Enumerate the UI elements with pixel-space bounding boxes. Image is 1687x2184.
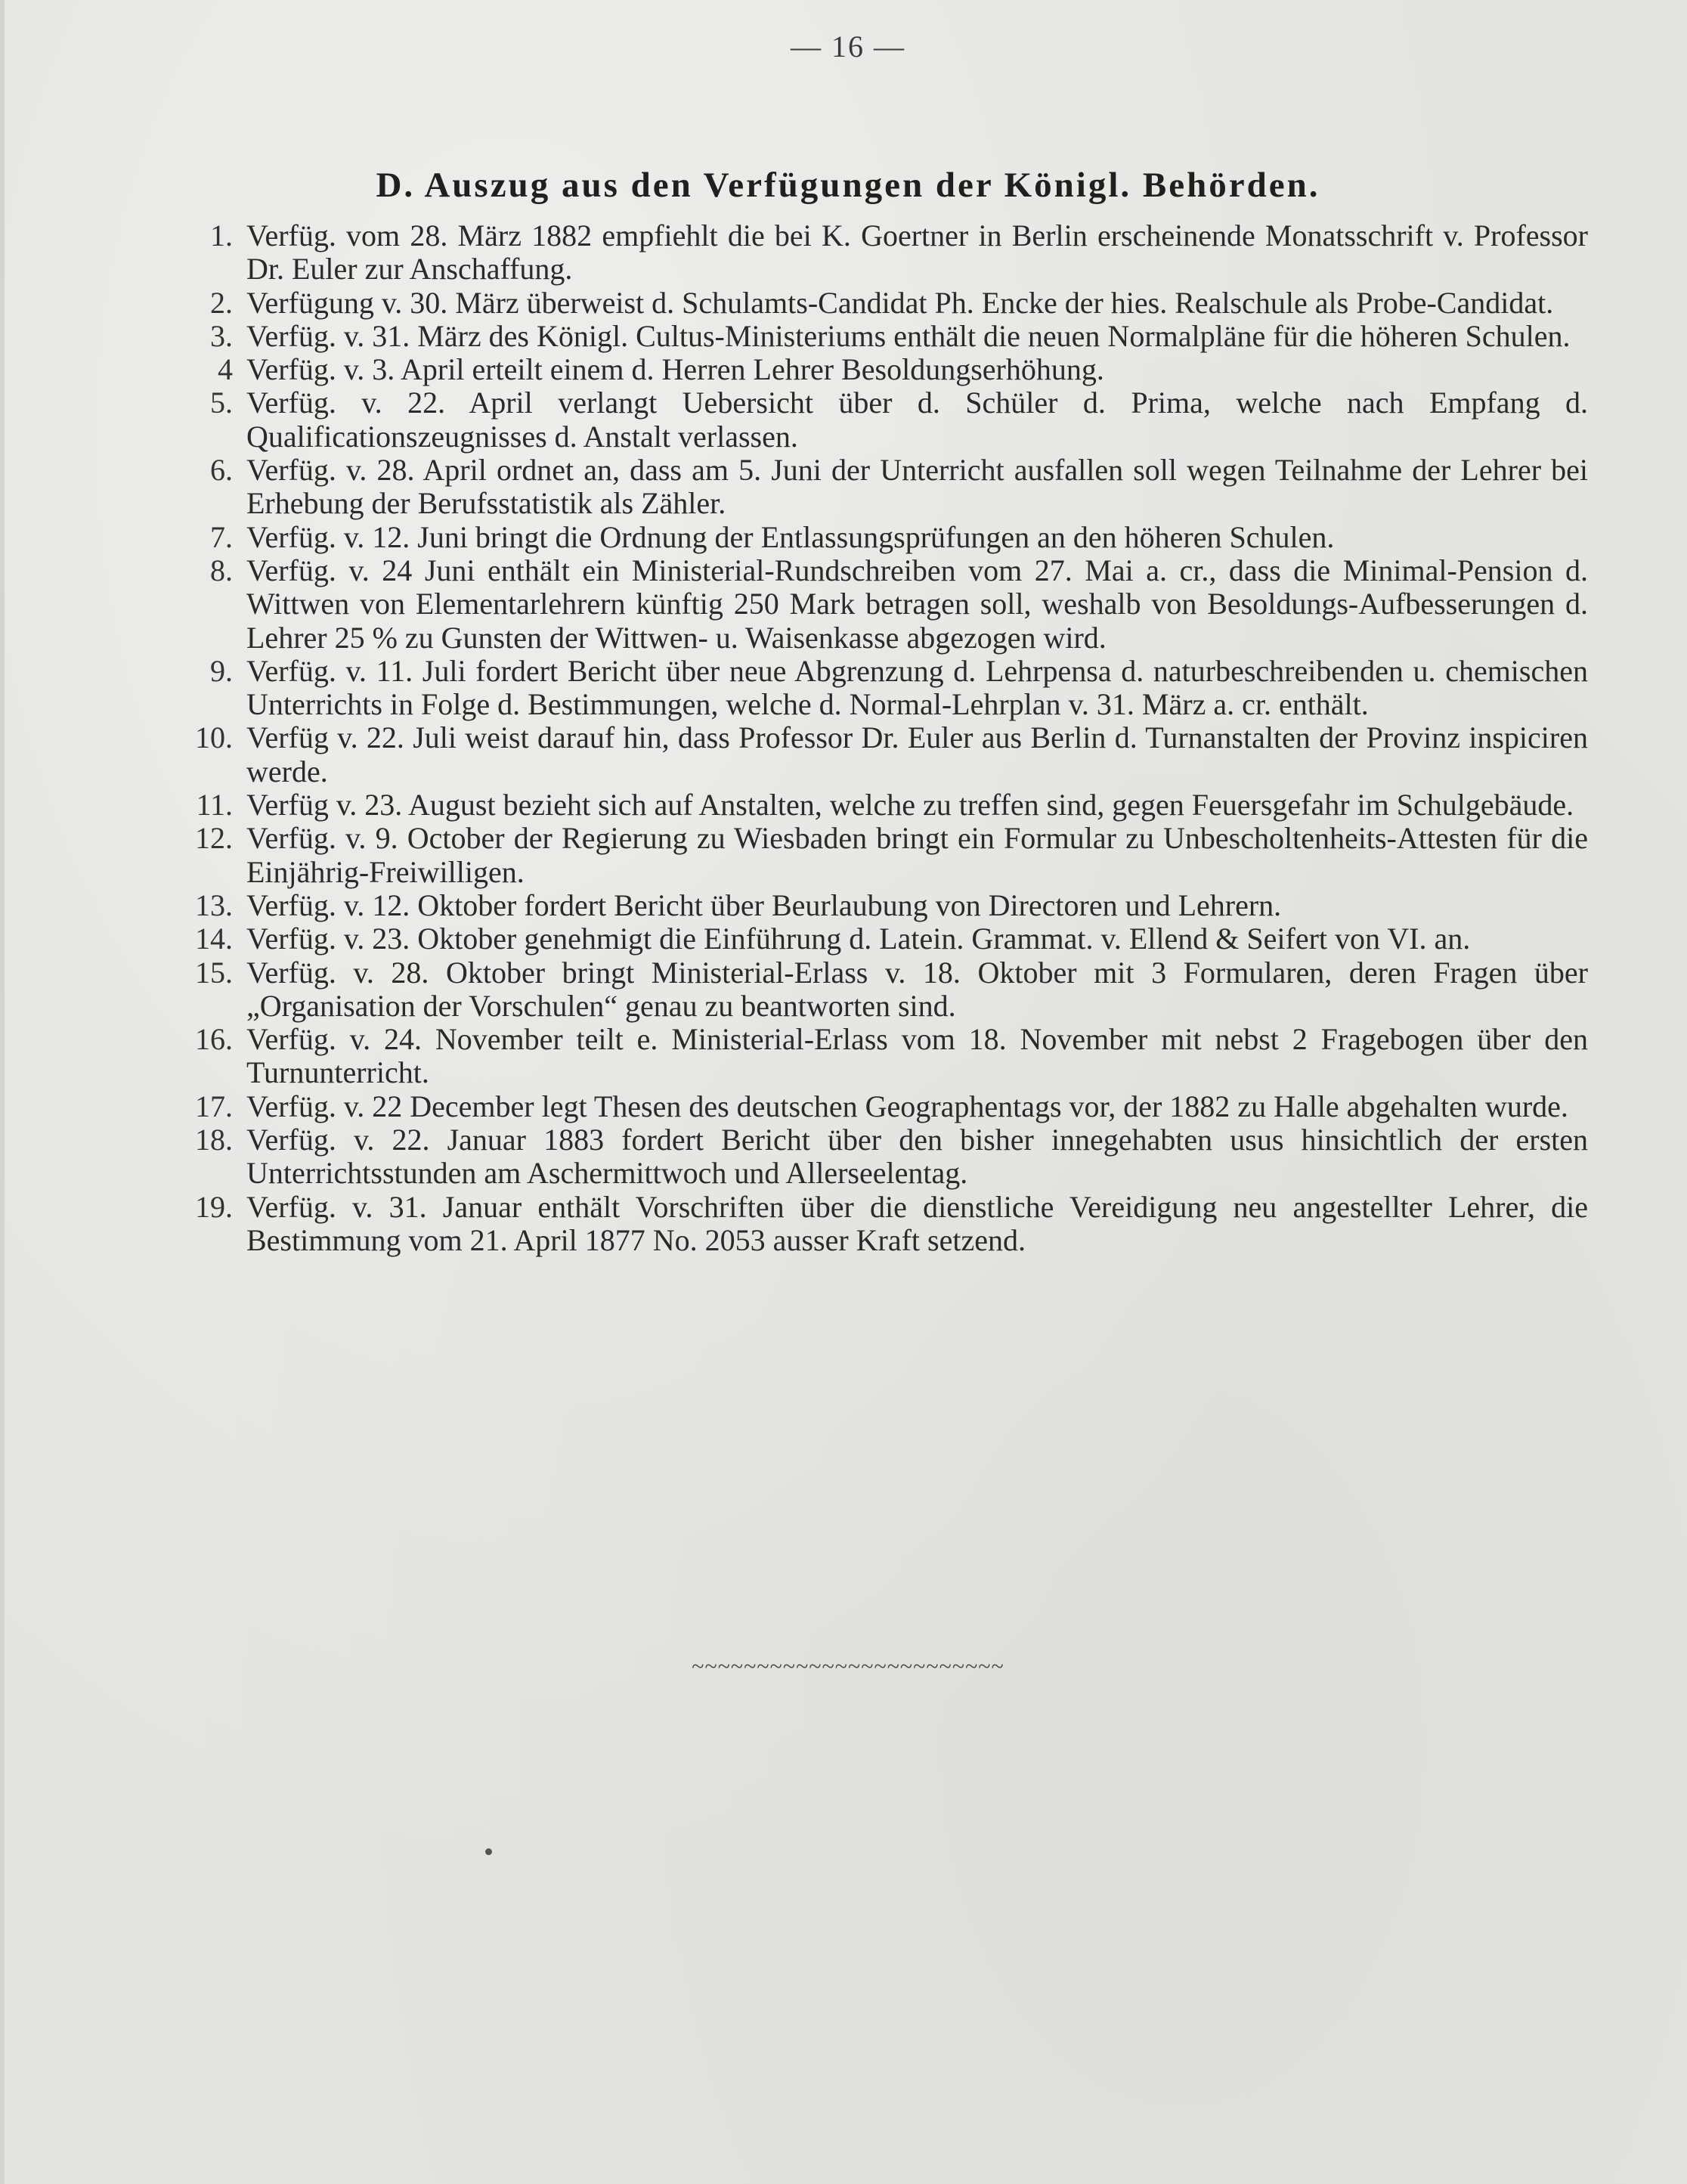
- list-item: [186, 554, 1588, 655]
- entry-number: 2.: [210, 285, 233, 320]
- entry-text: Verfüg. v. 23. Oktober genehmigt die Einführung d. Latein. Grammat. v. Ellend & Seifert von VI. an.: [246, 922, 1471, 956]
- entry-number: 15.: [195, 955, 233, 990]
- page-number: — 16 —: [791, 29, 905, 64]
- entry-text: Verfüg v. 22. Juli weist darauf hin, dass Professor Dr. Euler aus Berlin d. Turnanstalten der Provinz inspiciren werde.: [246, 720, 1588, 788]
- entry-number: 18.: [195, 1123, 233, 1157]
- entry-text: Verfüg. v. 22. Januar 1883 fordert Bericht über den bisher innegehabten usus hinsichtlich der ersten Unterrichtsstunden am Aschermittwoch und Allerseelentag.: [246, 1123, 1588, 1191]
- list-item: [186, 922, 1588, 956]
- entry-text: Verfüg. v. 3. April erteilt einem d. Herren Lehrer Besoldungserhöhung.: [246, 352, 1104, 387]
- entry-text: Verfüg. v. 22. April verlangt Uebersicht über d. Schüler d. Prima, welche nach Empfang d. Qualificationszeugnisses d. Anstalt verlassen.: [246, 386, 1588, 454]
- entry-text: Verfüg. v. 24. November teilt e. Ministerial-Erlass vom 18. November mit nebst 2 Fragebogen über den Turnunterricht.: [246, 1022, 1588, 1090]
- list-item: [186, 956, 1588, 1024]
- list-item: [186, 320, 1588, 353]
- list-item: [186, 889, 1588, 922]
- entry-number: 5.: [210, 386, 233, 420]
- list-item: [186, 655, 1588, 722]
- entry-text: Verfüg. v. 28. April ordnet an, dass am 5. Juni der Unterricht ausfallen soll wegen Teilnahme der Lehrer bei Erhebung der Berufsstatistik als Zähler.: [246, 453, 1588, 521]
- entry-number: 19.: [195, 1189, 233, 1224]
- list-item: [186, 454, 1588, 521]
- entry-number: 4: [218, 352, 233, 387]
- entry-text: Verfüg. v. 31. Januar enthält Vorschriften über die dienstliche Vereidigung neu angestellter Lehrer, die Bestimmung vom 21. April 1877 No. 2053 ausser Kraft setzend.: [246, 1189, 1588, 1257]
- list-item: [186, 1090, 1588, 1123]
- entry-text: Verfügung v. 30. März überweist d. Schulamts-Candidat Ph. Encke der hies. Realschule als Probe-Candidat.: [246, 285, 1554, 320]
- entry-number: 3.: [210, 318, 233, 353]
- entry-number: 12.: [195, 821, 233, 856]
- entry-text: Verfüg. v. 31. März des Königl. Cultus-Ministeriums enthält die neuen Normalpläne für die höheren Schulen.: [246, 318, 1571, 353]
- entry-text: Verfüg. v. 22 December legt Thesen des deutschen Geographentags vor, der 1882 zu Halle abgehalten wurde.: [246, 1089, 1568, 1123]
- entry-number: 14.: [195, 922, 233, 956]
- decree-list: [186, 219, 1588, 1257]
- list-item: [186, 822, 1588, 889]
- entry-number: 1.: [210, 218, 233, 252]
- entry-number: 6.: [210, 453, 233, 488]
- entry-text: Verfüg. v. 9. October der Regierung zu Wiesbaden bringt ein Formular zu Unbescholtenheits-Attesten für die Einjährig-Freiwilligen.: [246, 821, 1588, 889]
- entry-number: 9.: [210, 653, 233, 688]
- list-item: [186, 721, 1588, 788]
- entry-text: Verfüg. v. 12. Oktober fordert Bericht über Beurlaubung von Directoren und Lehrern.: [246, 888, 1282, 922]
- list-item: [186, 386, 1588, 454]
- list-item: [186, 788, 1588, 822]
- entry-number: 11.: [196, 788, 233, 822]
- entry-number: 17.: [195, 1089, 233, 1123]
- list-item: [186, 219, 1588, 287]
- entry-text: Verfüg. v. 12. Juni bringt die Ordnung der Entlassungsprüfungen an den höheren Schulen.: [246, 519, 1335, 554]
- entry-text: Verfüg v. 23. August bezieht sich auf Anstalten, welche zu treffen sind, gegen Feuersgefahr im Schulgebäude.: [246, 788, 1574, 822]
- section-heading: D. Auszug aus den Verfügungen der Königl. Behörden.: [376, 166, 1320, 205]
- list-item: [186, 353, 1588, 386]
- entry-number: 8.: [210, 553, 233, 587]
- list-item: [186, 287, 1588, 320]
- entry-text: Verfüg. vom 28. März 1882 empfiehlt die bei K. Goertner in Berlin erscheinende Monatsschrift v. Professor Dr. Euler zur Anschaffung.: [246, 218, 1588, 287]
- list-item: [186, 1191, 1588, 1258]
- ink-speck: [485, 1848, 492, 1855]
- entry-number: 10.: [195, 720, 233, 755]
- entry-text: Verfüg. v. 24 Juni enthält ein Ministerial-Rundschreiben vom 27. Mai a. cr., dass die Minimal-Pension d. Wittwen von Elementarlehrern künftig 250 Mark betragen soll, weshalb von Besoldungs-Aufbesserungen d. Lehrer 25 % zu Gunsten der Wittwen- u. Waisenkasse abgezogen wird.: [246, 553, 1588, 655]
- decorative-divider: ~~~~~~~~~~~~~~~~~~~~~~~~: [692, 1654, 1004, 1679]
- list-item: [186, 1023, 1588, 1090]
- entry-number: 16.: [195, 1022, 233, 1057]
- list-item: [186, 1123, 1588, 1191]
- entry-text: Verfüg. v. 11. Juli fordert Bericht über neue Abgrenzung d. Lehrpensa d. naturbeschreibenden u. chemischen Unterrichts in Folge d. Bestimmungen, welche d. Normal-Lehrplan v. 31. März a. cr. enthält.: [246, 653, 1588, 722]
- entry-number: 13.: [195, 888, 233, 922]
- entry-text: Verfüg. v. 28. Oktober bringt Ministerial-Erlass v. 18. Oktober mit 3 Formularen, deren Fragen über „Organisation der Vorschulen“ genau zu beantworten sind.: [246, 955, 1588, 1023]
- list-item: [186, 521, 1588, 554]
- entry-number: 7.: [210, 519, 233, 554]
